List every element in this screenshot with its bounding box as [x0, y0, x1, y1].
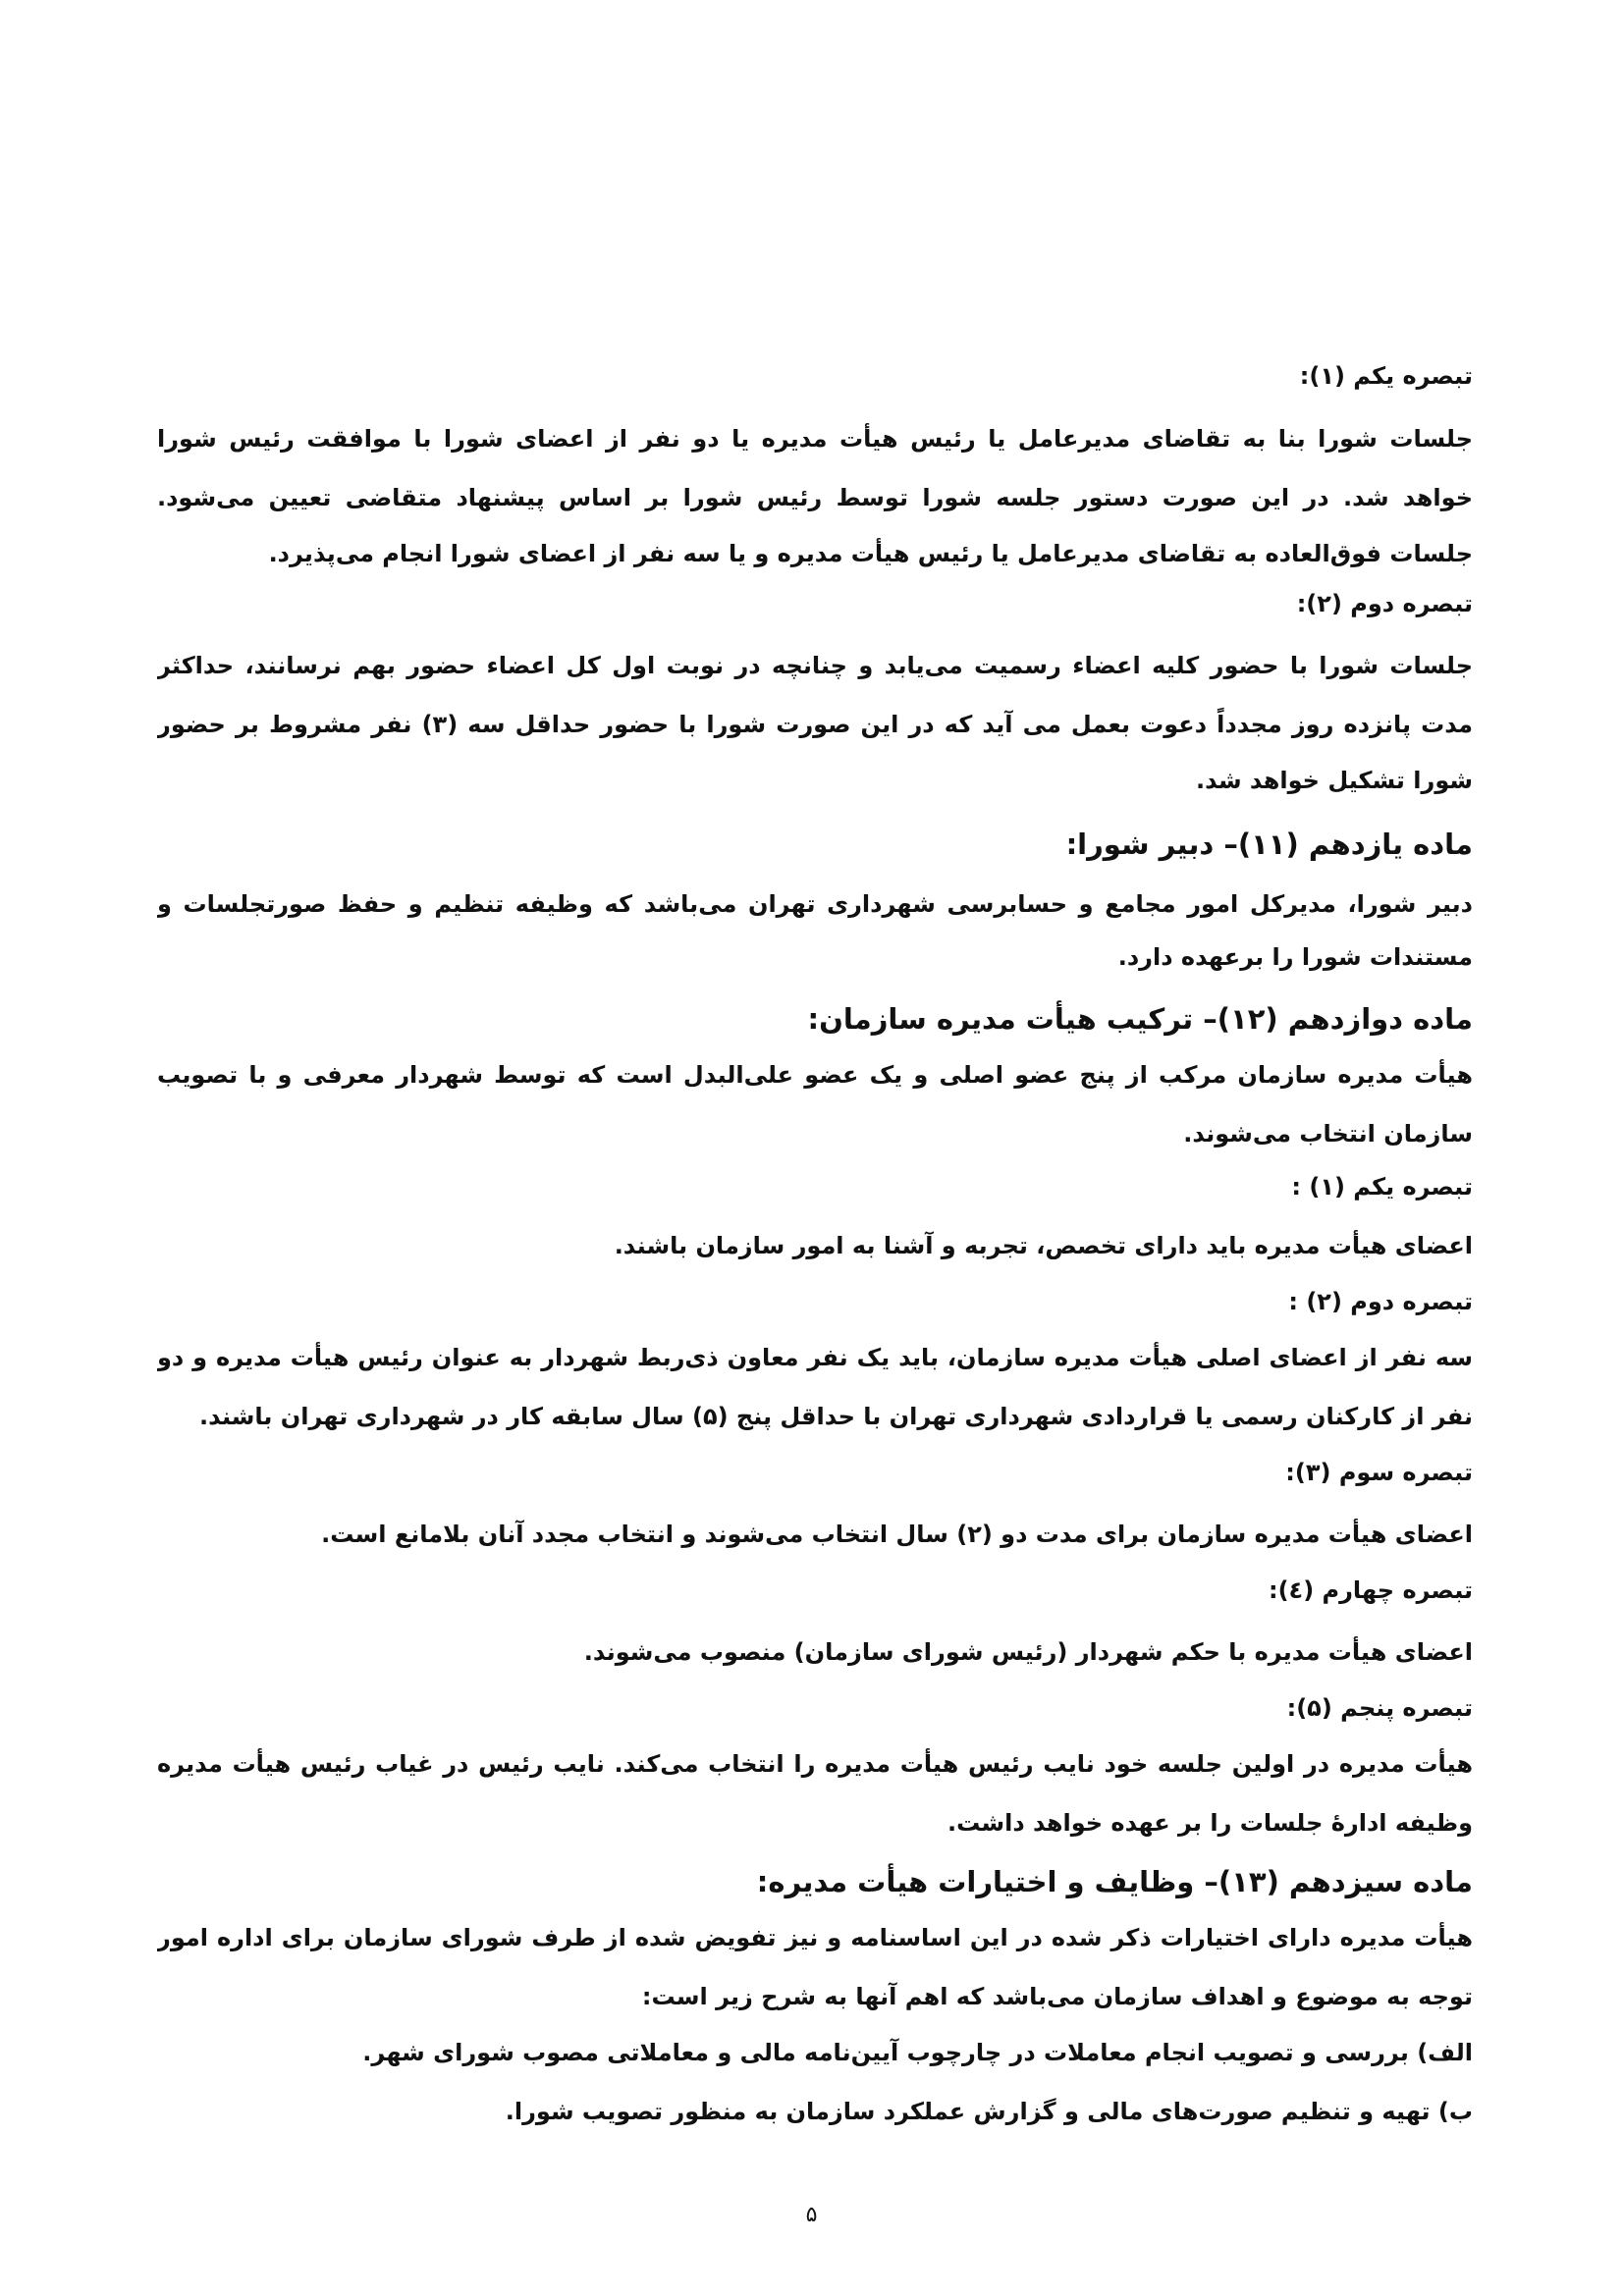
list-item: الف) بررسی و تصویب انجام معاملات در چارچوب آیین‌نامه مالی و معاملاتی مصوب شورای شهر. [362, 2039, 1473, 2066]
article-heading: ماده سیزدهم (۱۳)– وظایف و اختیارات هیأت مدیره: [756, 1865, 1473, 1898]
paragraph-line: توجه به موضوع و اهداف سازمان می‌باشد که اهم آنها به شرح زیر است: [641, 1983, 1473, 2010]
paragraph-line: مستندات شورا را برعهده دارد. [1117, 943, 1473, 971]
note-heading: تبصره دوم (۲): [1296, 590, 1473, 617]
paragraph-line: شورا تشکیل خواهد شد. [1195, 767, 1473, 794]
note-heading: تبصره سوم (۳): [1285, 1459, 1473, 1486]
paragraph-line: نفر از کارکنان رسمی یا قراردادی شهرداری تهران با حداقل پنج (۵) سال سابقه کار در شهرداری تهران باشند. [199, 1403, 1473, 1430]
paragraph-line: هیأت مدیره در اولین جلسه خود نایب رئیس هیأت مدیره را انتخاب می‌کند. نایب رئیس در غیاب رئیس هیأت مدیره [157, 1750, 1473, 1778]
paragraph-line: هیأت مدیره دارای اختیارات ذکر شده در این اساسنامه و نیز تفویض شده از طرف شورای سازمان برای اداره امور [157, 1924, 1473, 1951]
note-heading: تبصره یکم (۱) : [1291, 1173, 1473, 1201]
list-item: ب) تهیه و تنظیم صورت‌های مالی و گزارش عملکرد سازمان به منظور تصویب شورا. [505, 2098, 1473, 2125]
paragraph-line: جلسات شورا بنا به تقاضای مدیرعامل یا رئیس هیأت مدیره یا دو نفر از اعضای شورا با موافقت رئیس شورا [157, 425, 1473, 453]
article-heading: ماده یازدهم (۱۱)– دبیر شورا: [1065, 828, 1473, 861]
paragraph-line: اعضای هیأت مدیره باید دارای تخصص، تجربه و آشنا به امور سازمان باشند. [614, 1232, 1473, 1259]
paragraph-line: خواهد شد. در این صورت دستور جلسه شورا توسط رئیس شورا بر اساس پیشنهاد متقاضی تعیین می‌شود. [157, 484, 1473, 511]
article-heading: ماده دوازدهم (۱۲)– ترکیب هیأت مدیره سازمان: [807, 1002, 1473, 1036]
paragraph-line: جلسات فوق‌العاده به تقاضای مدیرعامل یا رئیس هیأت مدیره و یا سه نفر از اعضای شورا انجام می‌پذیرد. [268, 540, 1473, 567]
paragraph-line: جلسات شورا با حضور کلیه اعضاء رسمیت می‌یابد و چنانچه در نوبت اول کل اعضاء حضور بهم نرسانند، حداکثر [157, 652, 1473, 679]
paragraph-line: اعضای هیأت مدیره سازمان برای مدت دو (۲) سال انتخاب می‌شوند و انتخاب مجدد آنان بلامانع است. [321, 1521, 1473, 1548]
paragraph-line: سازمان انتخاب می‌شوند. [1183, 1120, 1473, 1148]
paragraph-line: وظیفه ادارهٔ جلسات را بر عهده خواهد داشت. [947, 1809, 1473, 1837]
paragraph-line: اعضای هیأت مدیره با حکم شهردار (رئیس شورای سازمان) منصوب می‌شوند. [583, 1638, 1473, 1666]
paragraph-line: دبیر شورا، مدیرکل امور مجامع و حسابرسی شهرداری تهران می‌باشد که وظیفه تنظیم و حفظ صورتجلسات و [157, 890, 1473, 918]
paragraph-line: سه نفر از اعضای اصلی هیأت مدیره سازمان، باید یک نفر معاون ذی‌ربط شهردار به عنوان رئیس هیأت مدیره و دو [157, 1344, 1473, 1371]
note-heading: تبصره دوم (۲) : [1288, 1288, 1473, 1315]
note-heading: تبصره یکم (۱): [1299, 362, 1473, 390]
note-heading: تبصره چهارم (٤): [1268, 1576, 1473, 1604]
paragraph-line: مدت پانزده روز مجدداً دعوت بعمل می آید که در این صورت شورا با حضور حداقل سه (۳) نفر مشروط بر حضور [157, 711, 1473, 738]
paragraph-line: هیأت مدیره سازمان مرکب از پنج عضو اصلی و یک عضو علی‌البدل است که توسط شهردار معرفی و با تصویب [157, 1061, 1473, 1089]
note-heading: تبصره پنجم (۵): [1286, 1694, 1473, 1722]
page-number: ۵ [805, 2203, 818, 2227]
